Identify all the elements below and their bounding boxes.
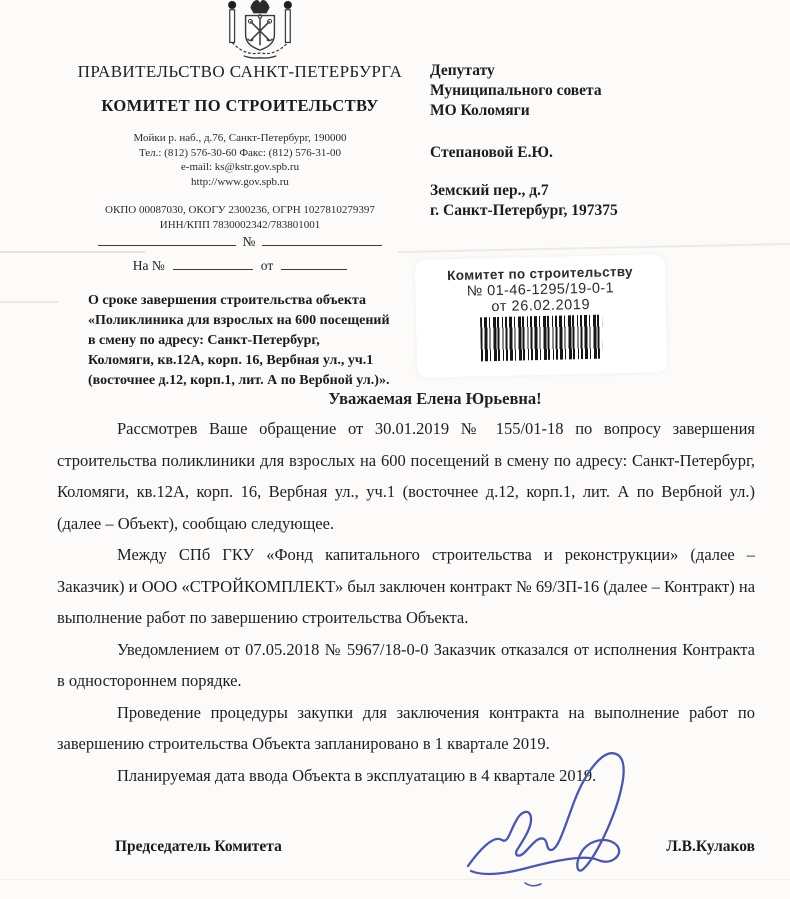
recipient-name: Степановой Е.Ю.	[430, 144, 553, 161]
contact-email-line: e-mail: ks@kstr.gov.spb.ru	[180, 161, 300, 173]
government-title: ПРАВИТЕЛЬСТВО САНКТ-ПЕТЕРБУРГА	[77, 62, 403, 81]
contact-phone-line: Тел.: (812) 576-30-60 Факс: (812) 576-31-00	[138, 146, 342, 159]
outgoing-ref-line	[60, 233, 420, 250]
salutation: Уважаемая Елена Юрьевна!	[328, 389, 542, 408]
reply-prefix: На №	[132, 258, 165, 273]
body-paragraph: Рассмотрев Ваше обращение от 30.01.2019 № 155/01-18 по вопросу завершения строительства поликлиники для взрослых на 600 посещений в смену по адресу: Санкт-Петербург, Коломяги, кв.12А, корп. 16, Вербная ул., уч.1 (восточнее д.12, корп.1, лит. А по Вербной ул.) (далее – Объект), сообщаю следующее.	[57, 419, 755, 533]
subject-line: в смену по адресу: Санкт-Петербург,	[88, 333, 320, 348]
letterhead-registry-codes	[60, 203, 420, 232]
incoming-ref-line	[60, 257, 420, 274]
registry-line: ИНН/КПП 7830002342/783801001	[159, 218, 321, 231]
signature-row	[115, 838, 755, 856]
recipient-role-line: Муниципального совета	[430, 82, 602, 99]
recipient-block	[430, 61, 760, 221]
stamp-number: № 01-46-1295/19-0-1	[466, 280, 615, 300]
scan-streak	[0, 301, 58, 303]
recipient-role-line: Депутату	[430, 62, 495, 79]
saint-petersburg-coat-of-arms-icon	[212, 0, 308, 62]
signer-position: Председатель Комитета	[115, 838, 282, 855]
subject-line: (восточнее д.12, корп.1, лит. А по Вербной ул.)».	[88, 373, 390, 388]
number-sign: №	[242, 234, 256, 249]
ref-blank-line	[98, 233, 236, 246]
body-paragraph: Между СПб ГКУ «Фонд капитального строительства и реконструкции» (далее – Заказчик) и ООО «СТРОЙКОМПЛЕКТ» был заключен контракт № 69/ЗП-16 (далее – Контракт) на выполнение работ по завершению строительства Объекта.	[57, 545, 756, 627]
letter-body	[57, 413, 755, 791]
registry-line: ОКПО 00087030, ОКОГУ 2300236, ОГРН 1027810279397	[105, 204, 375, 216]
recipient-role-line: МО Коломяги	[430, 102, 530, 119]
subject-line: Коломяги, кв.12А, корп. 16, Вербная ул., уч.1	[88, 353, 374, 368]
stamp-date: от 26.02.2019	[491, 296, 591, 316]
committee-title: КОМИТЕТ ПО СТРОИТЕЛЬСТВУ	[101, 96, 379, 115]
body-paragraph: Проведение процедуры закупки для заключения контракта на выполнение работ по завершению строительства Объекта запланировано в 1 квартале 2019.	[57, 702, 755, 753]
reply-from-label: от	[260, 258, 274, 273]
ref-blank-line	[262, 233, 382, 246]
handwritten-signature	[465, 740, 680, 892]
registration-stamp	[415, 254, 668, 378]
subject-line: «Поликлиника для взрослых на 600 посещений	[88, 313, 390, 328]
body-paragraph: Уведомлением от 07.05.2018 № 5967/18-0-0 Заказчик отказался от исполнения Контракта в одностороннем порядке.	[57, 639, 755, 690]
ref-blank-line	[173, 257, 253, 270]
barcode	[480, 315, 603, 362]
subject-line: О сроке завершения строительства объекта	[88, 293, 367, 308]
body-paragraph: Планируемая дата ввода Объекта в эксплуатацию в 4 квартале 2019.	[117, 765, 597, 785]
letterhead-contacts	[60, 131, 420, 189]
letter-subject	[88, 291, 433, 391]
stamp-organization: Комитет по строительству	[447, 263, 634, 284]
contact-address-line: Мойки р. наб., д.76, Санкт-Петербург, 190000	[133, 132, 347, 144]
scan-streak	[398, 243, 790, 253]
ref-blank-line	[281, 257, 347, 270]
contact-site-line: http://www.gov.spb.ru	[191, 175, 289, 188]
signer-name: Л.В.Кулаков	[666, 838, 755, 855]
recipient-street: Земский пер., д.7	[430, 182, 549, 199]
reference-number-block	[60, 233, 420, 274]
recipient-city: г. Санкт-Петербург, 197375	[430, 202, 618, 219]
